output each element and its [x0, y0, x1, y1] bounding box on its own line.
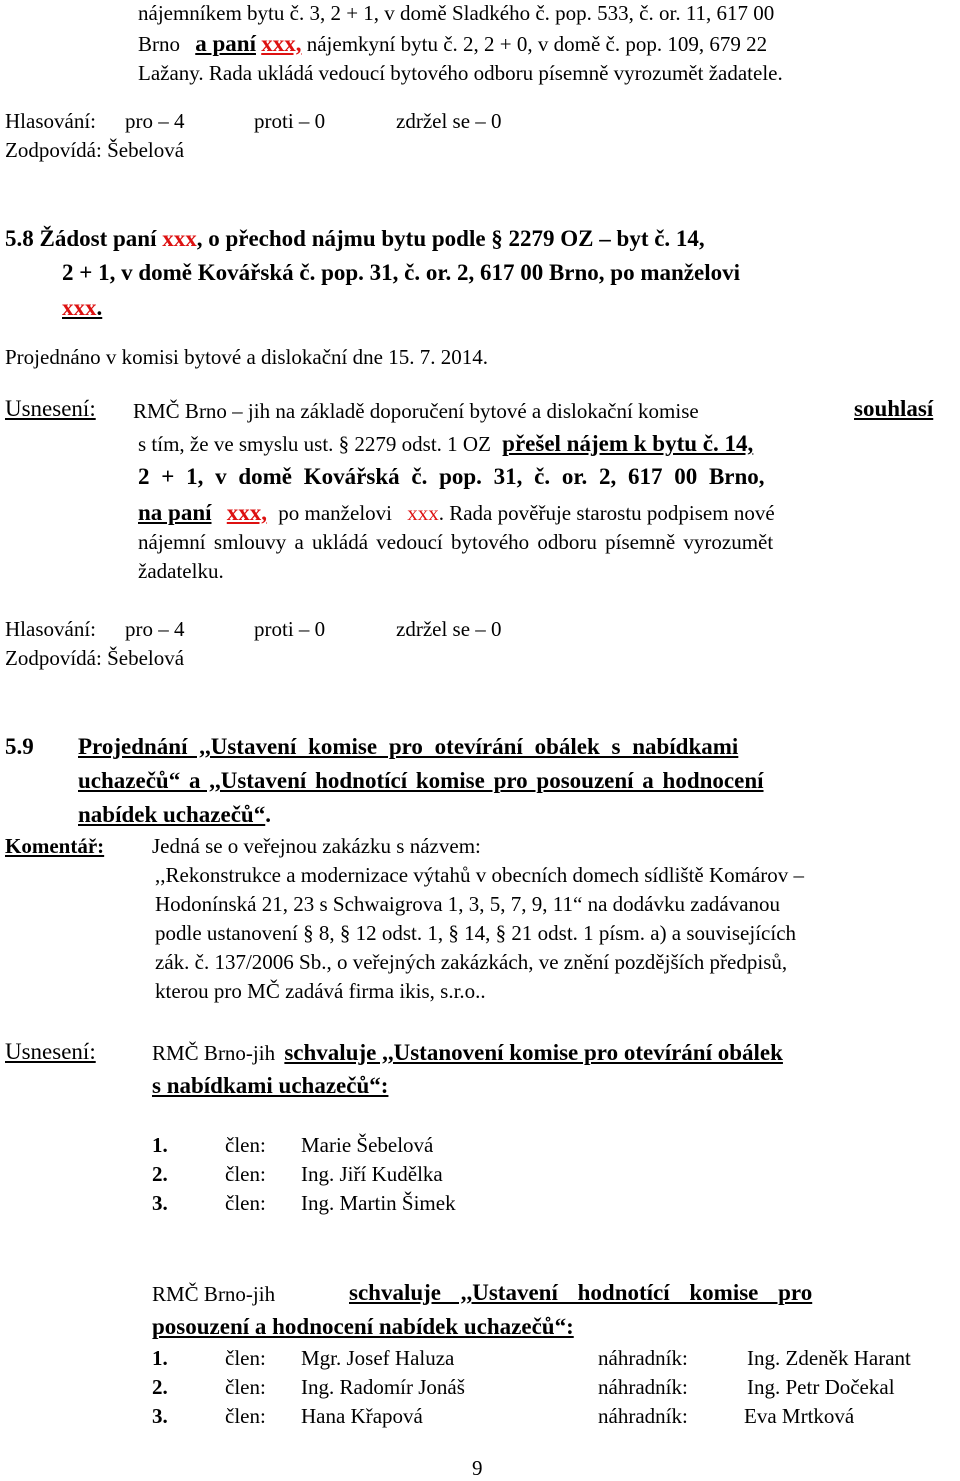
- substitute-role: náhradník:: [598, 1375, 688, 1399]
- resolution-label-2: Usnesení:: [5, 1039, 96, 1064]
- member-role: člen:: [225, 1404, 266, 1428]
- text: s tím, že ve smyslu ust. § 2279 odst. 1 OZ: [138, 432, 491, 456]
- member-row: [152, 1403, 855, 1429]
- member-row: [152, 1190, 456, 1216]
- substitute-name: Ing. Petr Dočekal: [747, 1375, 895, 1399]
- text: nájemkyní bytu č. 2, 2 + 0, v domě č. pop. 109, 679 22: [306, 32, 768, 56]
- member-row: [152, 1132, 434, 1158]
- resolution-line-6: žadatelku.: [138, 559, 224, 583]
- section-5-9-number: 5.9: [5, 734, 34, 759]
- responsible-2: Zodpovídá: Šebelová: [5, 646, 185, 670]
- text: .: [265, 802, 271, 827]
- substitute-role: náhradník:: [598, 1346, 688, 1370]
- comment-line-2: ,,Rekonstrukce a modernizace výtahů v obecních domech sídliště Komárov –: [155, 863, 805, 887]
- approval-2-line-1: [152, 1281, 275, 1307]
- comment-line-6: kterou pro MČ zadává firma ikis, s.r.o..: [155, 979, 486, 1003]
- vote-abstain: zdržel se – 0: [396, 109, 502, 133]
- anonymized-name: xxx,: [261, 31, 302, 56]
- member-number: 3.: [152, 1191, 168, 1215]
- resolution-line-5: nájemní smlouvy a ukládá vedoucí bytového odboru písemně vyrozumět: [138, 530, 774, 554]
- section-5-9-heading-2: uchazečů“ a ,,Ustavení hodnotící komise pro posouzení a hodnocení: [78, 768, 764, 793]
- member-number: 2.: [152, 1375, 168, 1399]
- intro-line-1: nájemníkem bytu č. 3, 2 + 1, v domě Sladkého č. pop. 533, č. or. 11, 617 00: [138, 1, 775, 25]
- comment-line-5: zák. č. 137/2006 Sb., o veřejných zakázkách, ve znění pozdějších předpisů,: [155, 950, 788, 974]
- member-role: člen:: [225, 1346, 266, 1370]
- substitute-name: Eva Mrtková: [744, 1404, 855, 1428]
- text: schvaluje ,,Ustanovení komise pro otevírání obálek: [284, 1040, 783, 1065]
- member-number: 1.: [152, 1133, 168, 1157]
- section-5-8-heading-2: 2 + 1, v domě Kovářská č. pop. 31, č. or. 2, 617 00 Brno, po manželovi: [62, 260, 740, 285]
- member-row: [152, 1161, 443, 1187]
- anonymized-name: xxx: [62, 295, 97, 320]
- member-row: [152, 1374, 895, 1400]
- vote-label: Hlasování:: [5, 617, 96, 641]
- resolution-label: Usnesení:: [5, 396, 96, 421]
- member-name: Hana Křapová: [301, 1404, 423, 1428]
- section-5-9-heading-1: Projednání ,,Ustavení komise pro otevírání obálek s nabídkami: [78, 734, 739, 759]
- text: . Rada pověřuje starostu podpisem nové: [438, 501, 775, 525]
- substitute-role: náhradník:: [598, 1404, 688, 1428]
- text: .: [96, 295, 103, 320]
- substitute-name: Ing. Zdeněk Harant: [747, 1346, 911, 1370]
- resolution-agrees: souhlasí: [854, 396, 934, 421]
- text: po manželovi: [278, 501, 392, 525]
- text: a paní: [195, 31, 256, 56]
- resolution-line-4: [138, 500, 775, 526]
- vote-label: Hlasování:: [5, 109, 96, 133]
- vote-proti: proti – 0: [254, 109, 326, 133]
- vote-pro: pro – 4: [125, 109, 185, 133]
- member-row: [152, 1345, 911, 1371]
- member-number: 1.: [152, 1346, 168, 1370]
- member-name: Mgr. Josef Haluza: [301, 1346, 455, 1370]
- approval-1-line-2: s nabídkami uchazečů“:: [152, 1073, 389, 1098]
- responsible-1: Zodpovídá: Šebelová: [5, 138, 185, 162]
- page-number: 9: [472, 1456, 483, 1480]
- vote-1: [5, 108, 502, 134]
- anonymized-name: xxx: [407, 501, 439, 525]
- text: přešel nájem k bytu č. 14,: [502, 431, 754, 456]
- section-5-8-heading-1: [5, 226, 705, 252]
- member-role: člen:: [225, 1162, 266, 1186]
- text: RMČ Brno-jih: [152, 1041, 276, 1065]
- member-name: Marie Šebelová: [301, 1133, 434, 1157]
- vote-pro: pro – 4: [125, 617, 185, 641]
- discussed-note: Projednáno v komisi bytové a dislokační dne 15. 7. 2014.: [5, 345, 488, 369]
- member-role: člen:: [225, 1375, 266, 1399]
- approval-2-bold: schvaluje ,,Ustavení hodnotící komise pro: [349, 1280, 813, 1305]
- member-name: Ing. Radomír Jonáš: [301, 1375, 465, 1399]
- member-role: člen:: [225, 1191, 266, 1215]
- text: Brno: [138, 32, 180, 56]
- approval-2-line-2: posouzení a hodnocení nabídek uchazečů“:: [152, 1314, 574, 1339]
- resolution-line-2: [138, 431, 753, 457]
- member-number: 2.: [152, 1162, 168, 1186]
- text: RMČ Brno-jih: [152, 1282, 276, 1306]
- text: nabídek uchazečů“: [78, 802, 266, 827]
- intro-line-2: [138, 31, 767, 57]
- vote-abstain: zdržel se – 0: [396, 617, 502, 641]
- resolution-line-3: 2 + 1, v domě Kovářská č. pop. 31, č. or. 2, 617 00 Brno,: [138, 464, 765, 489]
- comment-label: Komentář:: [5, 834, 105, 858]
- comment-line-1: Jedná se o veřejnou zakázku s názvem:: [152, 834, 481, 858]
- member-name: Ing. Jiří Kudělka: [301, 1162, 443, 1186]
- member-role: člen:: [225, 1133, 266, 1157]
- text: , o přechod nájmu bytu podle § 2279 OZ – byt č. 14,: [196, 226, 705, 251]
- vote-2: [5, 616, 502, 642]
- member-number: 3.: [152, 1404, 168, 1428]
- text: na paní: [138, 500, 212, 525]
- member-name: Ing. Martin Šimek: [301, 1191, 456, 1215]
- section-5-8-heading-3: [62, 295, 102, 321]
- section-5-9-heading-3: [78, 802, 271, 828]
- comment-line-4: podle ustanovení § 8, § 12 odst. 1, § 14, § 21 odst. 1 písm. a) a souvisejících: [155, 921, 797, 945]
- intro-line-3: Lažany. Rada ukládá vedoucí bytového odboru písemně vyrozumět žadatele.: [138, 61, 783, 85]
- comment-line-3: Hodonínská 21, 23 s Schwaigrova 1, 3, 5, 7, 9, 11“ na dodávku zadávanou: [155, 892, 781, 916]
- anonymized-name: xxx: [162, 226, 197, 251]
- resolution-line-1: RMČ Brno – jih na základě doporučení bytové a dislokační komise: [133, 399, 699, 423]
- vote-proti: proti – 0: [254, 617, 326, 641]
- text: 5.8 Žádost paní: [5, 226, 163, 251]
- anonymized-name: xxx,: [226, 500, 268, 525]
- approval-1-line-1: [152, 1040, 783, 1066]
